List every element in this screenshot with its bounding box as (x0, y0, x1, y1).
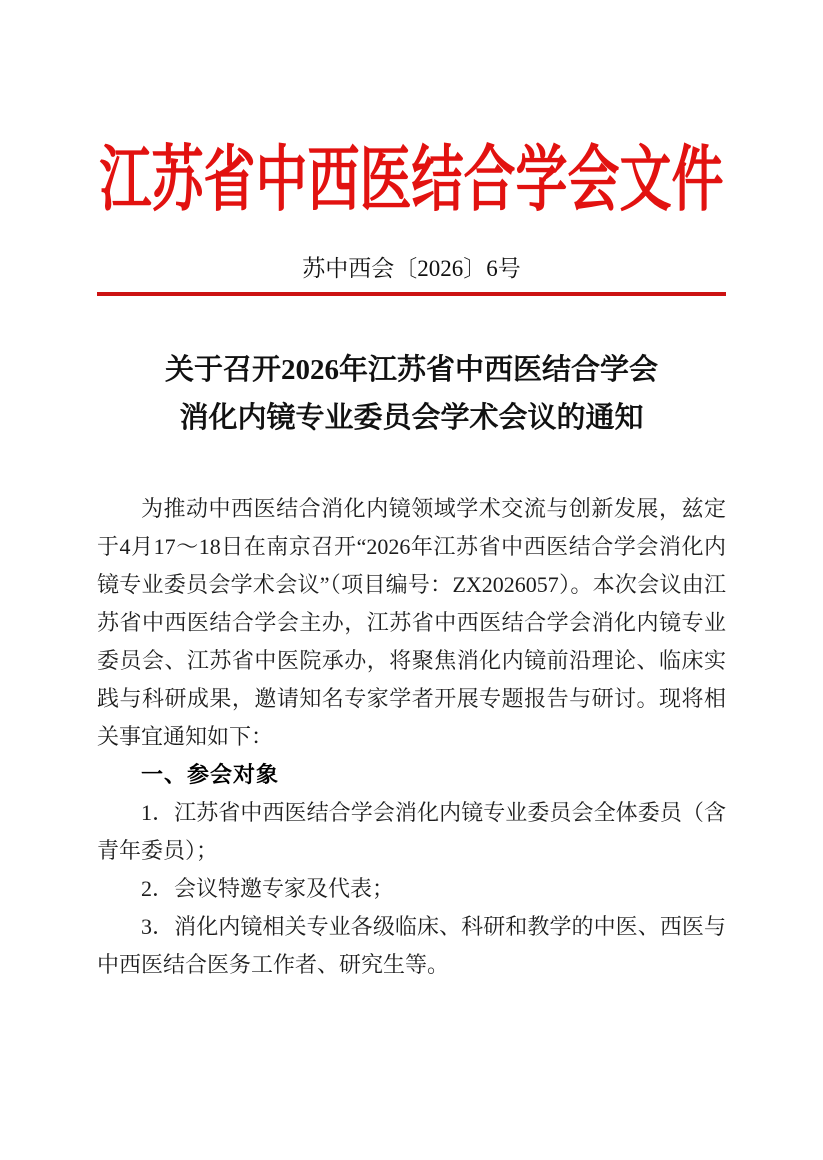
list-item-1: 1．江苏省中西医结合学会消化内镜专业委员会全体委员（含青年委员）； (97, 800, 726, 863)
intro-paragraph: 为推动中西医结合消化内镜领域学术交流与创新发展，兹定于4月17～18日在南京召开“2026年江苏省中西医结合学会消化内镜专业委员会学术会议”（项目编号：ZX2026057）。本次会议由江苏省中西医结合学会主办，江苏省中西医结合学会消化内镜专业委员会、江苏省中医院承办，将聚焦消化内镜前沿理论、临床实践与科研成果，邀请知名专家学者开展专题报告与研讨。现将相关事宜通知如下： (97, 496, 726, 749)
section-heading-participants: 一、参会对象 (141, 762, 280, 787)
notice-title (97, 346, 726, 442)
notice-title-line-1: 关于召开2026年江苏省中西医结合学会 (164, 354, 658, 386)
list-item-2: 2．会议特邀专家及代表； (141, 876, 395, 901)
notice-title-line-2: 消化内镜专业委员会学术会议的通知 (179, 402, 644, 434)
list-item-3: 3．消化内镜相关专业各级临床、科研和教学的中医、西医与中西医结合医务工作者、研究生等。 (97, 914, 726, 977)
letterhead-title: 江苏省中西医结合学会文件 (99, 141, 724, 221)
red-divider-rule (97, 292, 726, 296)
document-body (97, 490, 726, 984)
doc-number: 苏中西会〔2026〕6号 (302, 256, 521, 281)
